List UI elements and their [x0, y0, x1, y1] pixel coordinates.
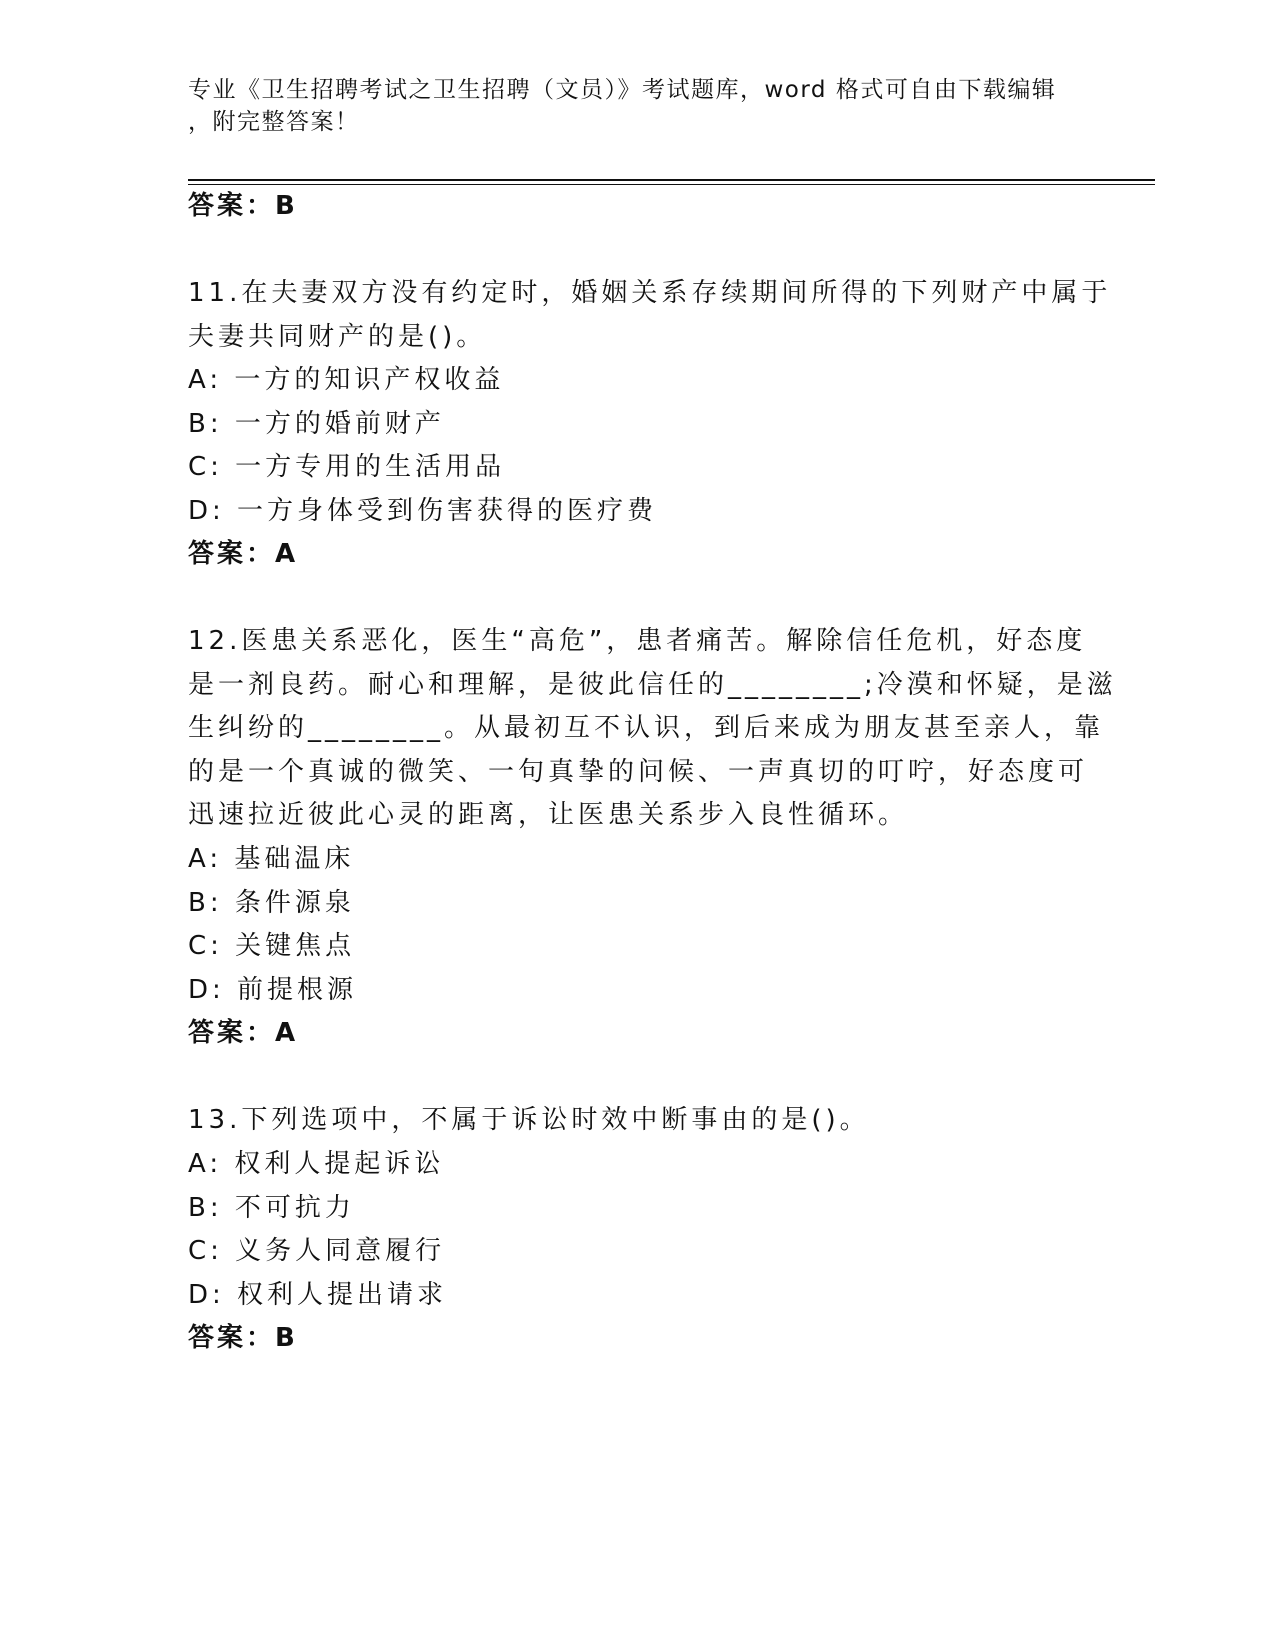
question-12-stem-line-1: 12.医患关系恶化，医生“高危”，患者痛苦。解除信任危机，好态度 [188, 626, 1087, 656]
question-13-stem-line-1: 13.下列选项中，不属于诉讼时效中断事由的是()。 [188, 1105, 870, 1135]
question-12-option-a: A: 基础温床 [188, 844, 355, 874]
question-13-option-c: C: 义务人同意履行 [188, 1236, 446, 1266]
question-12-option-b: B: 条件源泉 [188, 888, 355, 918]
question-11-option-b: B: 一方的婚前财产 [188, 409, 445, 439]
question-11-stem-line-1: 11.在夫妻双方没有约定时，婚姻关系存续期间所得的下列财产中属于 [188, 278, 1112, 308]
header-divider-thick [188, 179, 1155, 181]
question-11-option-c: C: 一方专用的生活用品 [188, 452, 506, 482]
question-13-option-a: A: 权利人提起诉讼 [188, 1149, 445, 1179]
question-12-answer: 答案：A [188, 1018, 299, 1048]
question-12-option-c: C: 关键焦点 [188, 931, 356, 961]
previous-answer: 答案：B [188, 191, 298, 221]
question-13-option-b: B: 不可抗力 [188, 1193, 355, 1223]
question-12-option-d: D: 前提根源 [188, 975, 358, 1005]
question-12-stem-line-4: 的是一个真诚的微笑、一句真挚的问候、一声真切的叮咛，好态度可 [188, 757, 1089, 787]
question-11-option-a: A: 一方的知识产权收益 [188, 365, 505, 395]
question-13-option-d: D: 权利人提出请求 [188, 1280, 448, 1310]
question-11-option-d: D: 一方身体受到伤害获得的医疗费 [188, 496, 658, 526]
header-divider-thin [188, 184, 1155, 185]
question-11-answer: 答案：A [188, 539, 299, 569]
document-header [188, 74, 1088, 138]
question-11-stem-line-2: 夫妻共同财产的是()。 [188, 322, 487, 352]
question-13-answer: 答案：B [188, 1323, 298, 1353]
question-12-stem-line-5: 迅速拉近彼此心灵的距离，让医患关系步入良性循环。 [188, 800, 909, 830]
question-12-stem-line-3: 生纠纷的________。从最初互不认识，到后来成为朋友甚至亲人，靠 [188, 713, 1105, 743]
header-line-2: ，附完整答案！ [188, 109, 360, 135]
question-12-stem-line-2: 是一剂良药。耐心和理解，是彼此信任的________;冷漠和怀疑，是滋 [188, 670, 1117, 700]
header-line-1: 专业《卫生招聘考试之卫生招聘（文员）》考试题库，word 格式可自由下载编辑 [188, 77, 1057, 103]
